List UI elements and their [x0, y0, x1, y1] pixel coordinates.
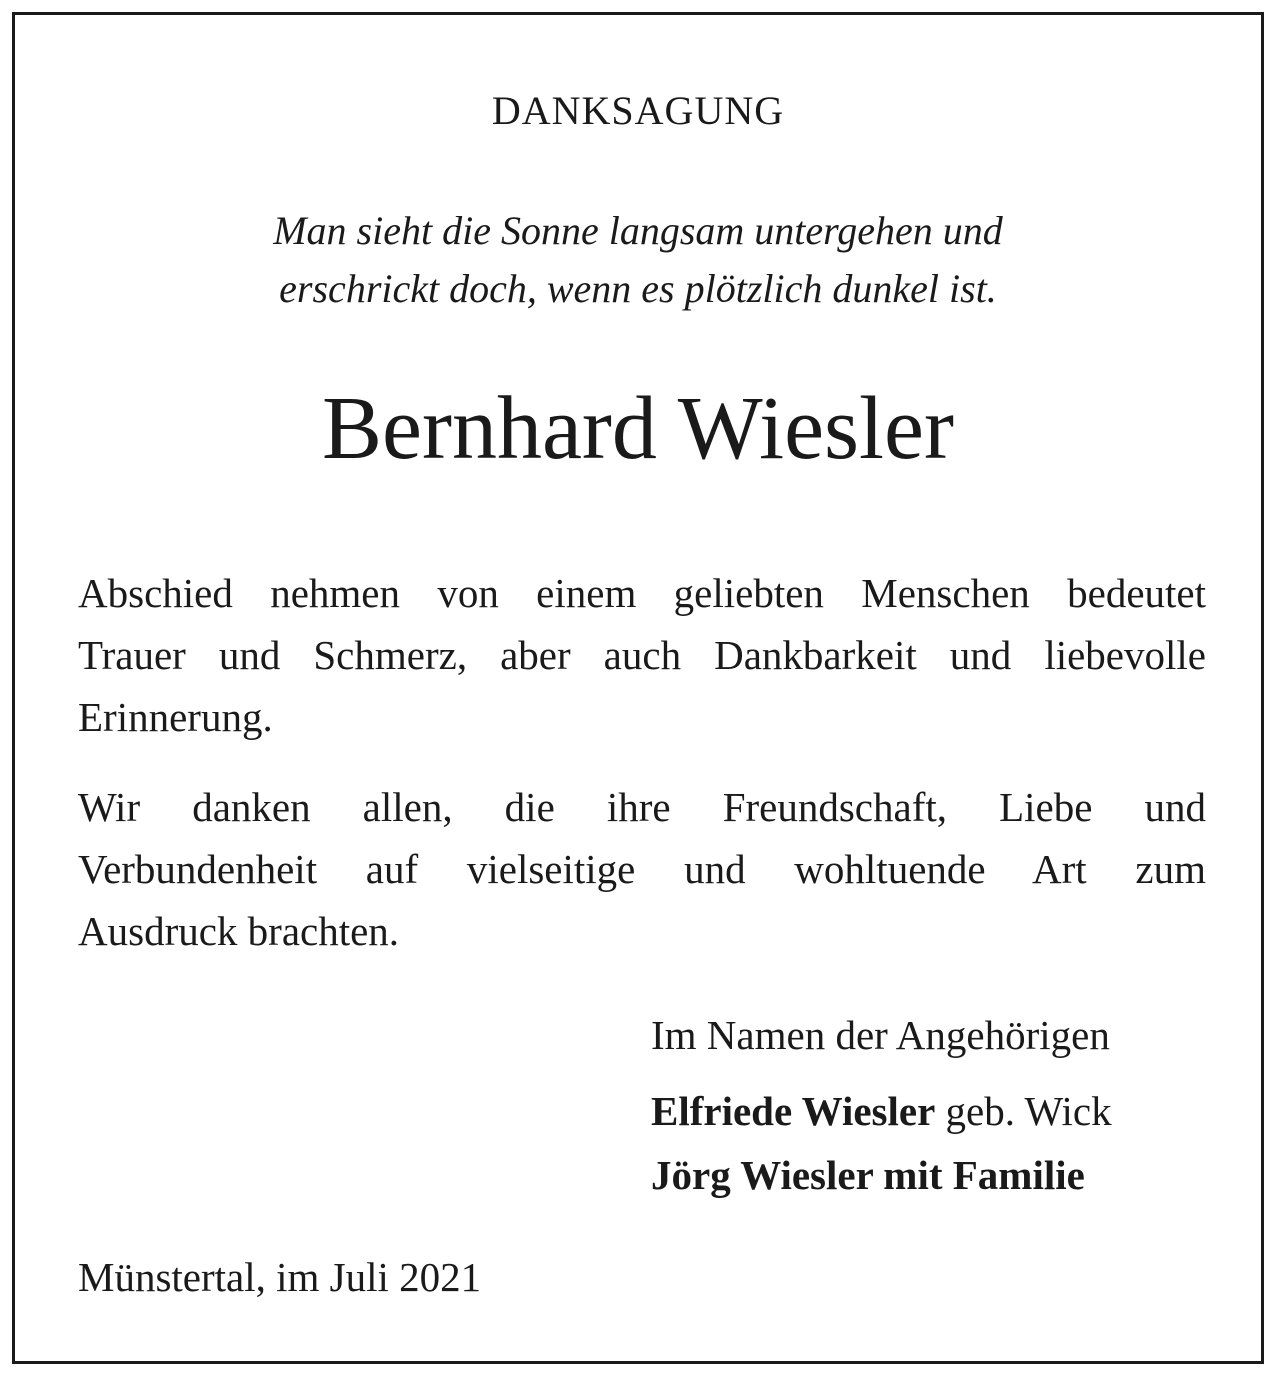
place-date: Münstertal, im Juli 2021 — [78, 1254, 482, 1300]
signature-person-1-name: Elfriede Wiesler — [651, 1088, 936, 1134]
signature-person-1-suffix: geb. Wick — [935, 1088, 1112, 1134]
heading-danksagung: DANKSAGUNG — [491, 88, 785, 133]
quote-line-2: erschrickt doch, wenn es plötzlich dunkel ist. — [279, 266, 997, 311]
paragraph-2-line-1: Wir danken allen, die ihre Freundschaft, Liebe und — [78, 784, 1206, 830]
obituary-frame — [12, 12, 1264, 1364]
paragraph-1-line-1: Abschied nehmen von einem geliebten Menschen bedeutet — [78, 570, 1206, 616]
paragraph-1-line-3: Erinnerung. — [78, 694, 273, 740]
paragraph-1-line-2: Trauer und Schmerz, aber auch Dankbarkeit und liebevolle — [78, 632, 1206, 678]
deceased-name: Bernhard Wiesler — [322, 379, 954, 478]
signature-intro: Im Namen der Angehörigen — [651, 1012, 1110, 1058]
signature-person-2 — [651, 1151, 1085, 1199]
signature-person-2-name: Jörg Wiesler mit Familie — [651, 1152, 1085, 1198]
quote-line-1: Man sieht die Sonne langsam untergehen und — [273, 208, 1003, 253]
paragraph-2-line-3: Ausdruck brachten. — [78, 908, 400, 954]
paragraph-2-line-2: Verbundenheit auf vielseitige und wohltuende Art zum — [78, 846, 1206, 892]
signature-person-1 — [651, 1087, 1112, 1135]
